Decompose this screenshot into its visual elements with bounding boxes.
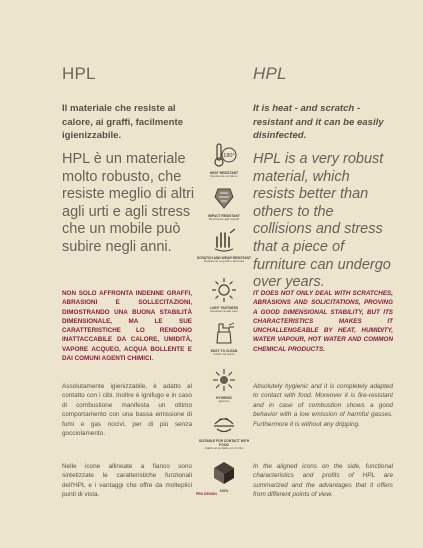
left-title: HPL [62, 64, 96, 83]
feature-light-fastness [196, 275, 252, 314]
feature-caption: HYGIENIC [216, 396, 232, 400]
feature-caption: IMPACT RESISTANT [208, 214, 240, 218]
feature-subcaption: Resistenza alla luce [210, 309, 238, 313]
right-paragraph-hygiene: Absolutely hygienic and it is completely adapted to contact with food. Moreover it is fire-resistant and in case of combustion shows a good behavior with a low emission of harmful gasses. Furthermore it is without any dripping. [253, 383, 393, 428]
food-contact-icon [209, 408, 239, 438]
feature-subcaption: Resistente agli impatti [208, 217, 240, 221]
right-body-large: HPL is a very robust material, which resists better than others to the collisions and stress that a piece of furniture can undergo over years. [253, 151, 391, 291]
left-intro: Il materiale che resiste al calore, ai graffi, facilmente igienizzabile. [62, 103, 184, 142]
feature-easy-to-clean [196, 318, 252, 357]
feature-impact-resistant [196, 183, 252, 222]
feature-caption: 100% [219, 489, 229, 493]
left-highlight-text: NON SOLO AFFRONTA INDENNE GRAFFI, ABRASIONI E SOLLECITAZIONI, DIMOSTRANDO UNA BUONA STABILITÀ DIMENSIONALE, MA LE SUE CARATTERISTICHE LO RENDONO INATTACCABILE DA CALORE, UMIDITÀ, VAPORE ACQUEO, ACQUA BOLLENTE E DAI COMUNI AGENTI CHIMICI. [62, 290, 192, 363]
feature-caption: HEAT RESISTANT [209, 171, 239, 175]
heat-badge: 180° [223, 153, 235, 159]
feature-subcaption: Igienico [218, 399, 230, 403]
feature-food-contact [196, 408, 252, 451]
feature-subcaption: Facile da pulire [213, 352, 235, 356]
left-body-large: HPL è un materiale molto robusto, che resiste meglio di altri agli urti e agli stress che un mobile può subire negli anni. [62, 151, 195, 255]
feature-scratch-resistant [196, 225, 252, 264]
feature-subcaption: Resistente al calore [210, 174, 238, 178]
left-paragraph-hygiene: Assolutamente igienizzabile, è adatto al contatto con i cibi. Inoltre è ignifugo e in caso di combustione manifesta un ottimo comportamento con una bassa emissione di fumi e gas nocivi, per di più senza gocciolamento. [62, 383, 192, 438]
right-highlight-text: IT DOES NOT ONLY DEAL WITH SCRATCHES, ABRASIONS AND SOLICITATIONS, PROVING A GOOD DIMENSIONAL STABILITY, BUT ITS CHARACTERISTICS MAKES IT UNCHALLENGEABLE BY HEAT, HUMIDITY, WATER VAPOUR, HOT WATER AND COMMON CHEMICAL PRODUCTS. [253, 290, 393, 353]
feature-subcaption: Resistente ai graffi e all'usura [203, 259, 245, 263]
feature-caption: SUITABLE FOR CONTACT WITH FOOD [198, 439, 250, 447]
feature-caption: EASY TO CLEAN [210, 349, 238, 353]
scratch-wear-resistant-icon [209, 225, 239, 255]
feature-caption: SCRATCH AND WEAR RESISTANT [196, 256, 252, 260]
feature-subcaption: PRO DESIGN [196, 492, 217, 496]
light-fastness-icon [209, 275, 239, 305]
feature-heat-resistant [196, 140, 252, 179]
impact-resistant-icon [209, 183, 239, 213]
feature-caption: LIGHT FASTNESS [209, 306, 239, 310]
feature-pure-design [196, 458, 252, 497]
left-paragraph-icons: Nelle icone allineate a fianco sono sintetizzate le caratteristiche funzionali dell'HPL e i vantaggi che offre da molteplici punti di vista. [62, 463, 192, 499]
right-title: HPL [253, 64, 287, 83]
feature-hygienic [196, 365, 252, 404]
hygienic-icon [209, 365, 239, 395]
right-paragraph-icons: In the aligned icons on the side, functional characteristics and profits of HPL are summarized and the advantages that it offers from different points of view. [253, 463, 393, 499]
pure-design-icon [209, 458, 239, 488]
right-intro: It is heat - and scratch - resistant and it can be easily disinfected. [253, 103, 384, 142]
easy-to-clean-icon [209, 318, 239, 348]
heat-resistant-icon [209, 140, 239, 170]
feature-subcaption: Adatto al contatto con il cibo [204, 446, 244, 450]
